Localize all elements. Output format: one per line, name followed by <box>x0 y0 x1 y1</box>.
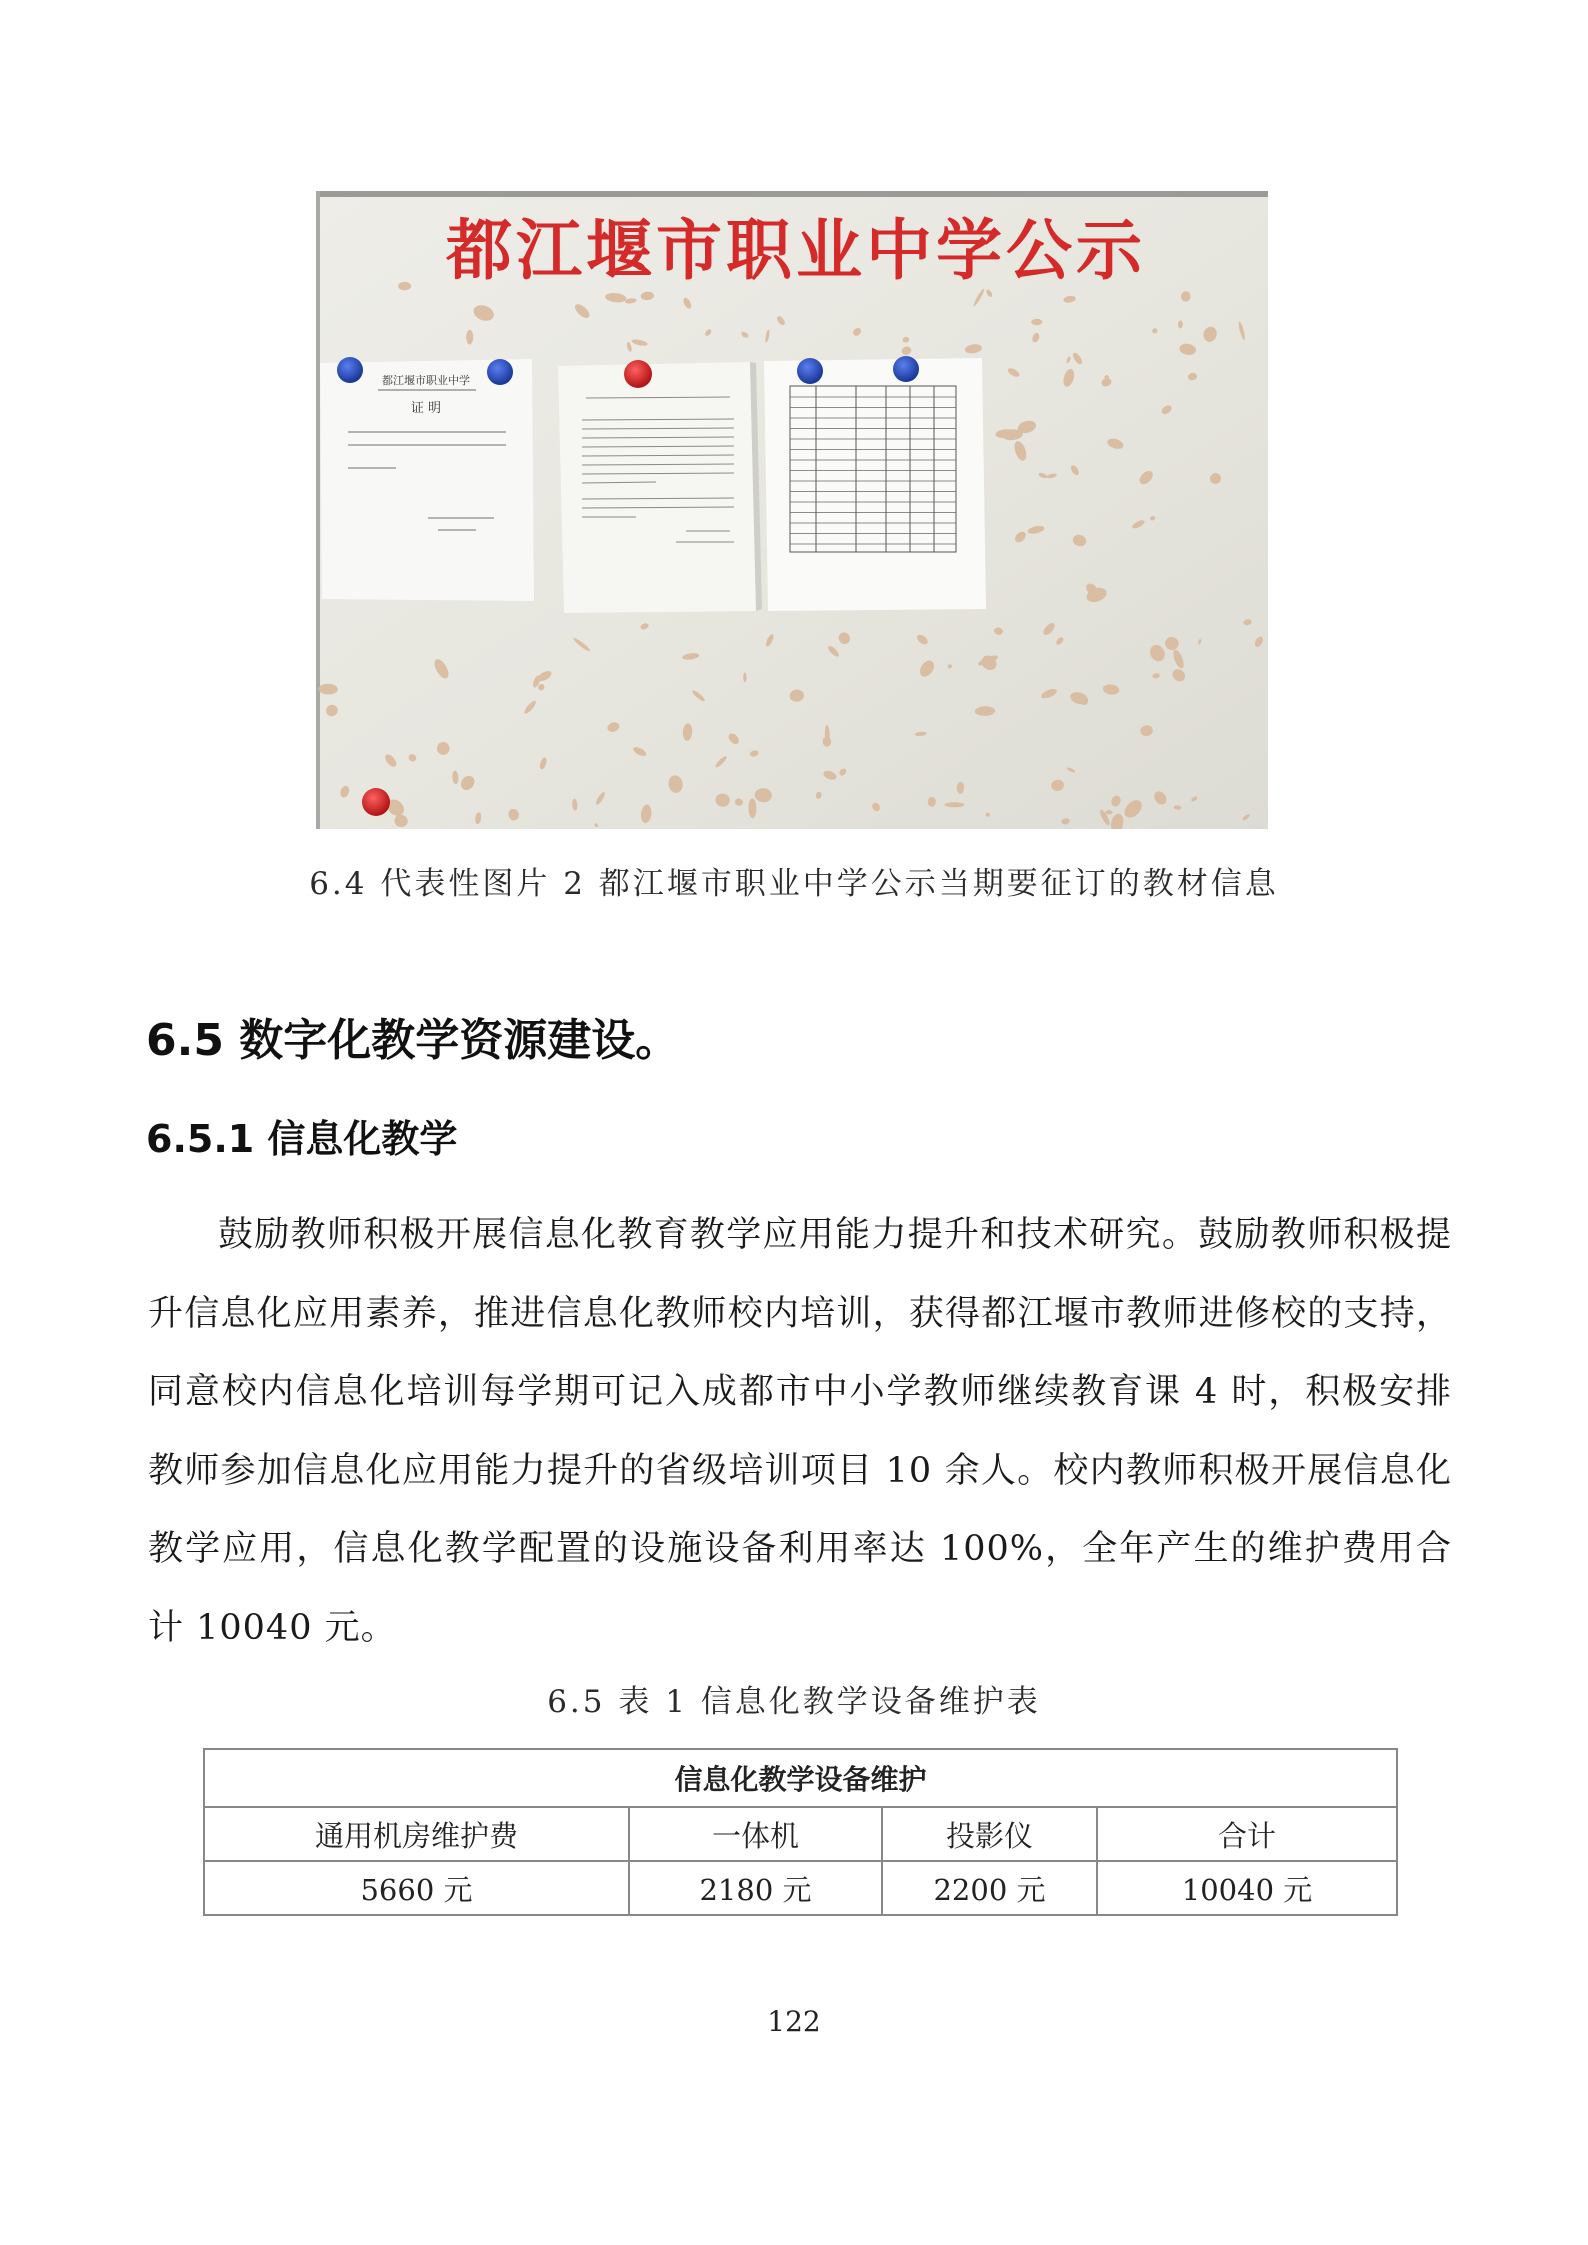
figure-caption: 6.4 代表性图片 2 都江堰市职业中学公示当期要征订的教材信息 <box>309 866 1279 902</box>
header-all-in-one: 一体机 <box>629 1807 882 1861</box>
board-title: 都江堰市职业中学公示 <box>446 212 1146 289</box>
notice-right <box>764 358 986 611</box>
header-total: 合计 <box>1097 1807 1397 1861</box>
body-paragraph: 鼓励教师积极开展信息化教育教学应用能力提升和技术研究。鼓励教师积极提升信息化应用素养，推进信息化教师校内培训，获得都江堰市教师进修校的支持，同意校内信息化培训每学期可记入成都市中小学教师继续教育课 4 时，积极安排教师参加信息化应用能力提升的省级培训项目 10 余人。校内教师积极开展信息化教学应用，信息化教学配置的设施设备利用率达 100%，全年产生的维护费用合计 10040 元。 <box>148 1215 1452 1648</box>
value-lab-maintenance: 5660 元 <box>204 1861 629 1915</box>
maintenance-table <box>203 1748 1398 1916</box>
bulletin-board-image <box>316 191 1268 829</box>
table-row <box>204 1861 1397 1915</box>
notice-left <box>320 359 534 601</box>
value-total: 10040 元 <box>1097 1861 1397 1915</box>
table-caption: 6.5 表 1 信息化教学设备维护表 <box>547 1684 1041 1720</box>
value-all-in-one: 2180 元 <box>629 1861 882 1915</box>
table-header-row <box>204 1807 1397 1861</box>
notice-left-org: 都江堰市职业中学 <box>382 374 470 387</box>
section-heading: 6.5 数字化教学资源建设。 <box>146 1015 680 1066</box>
subsection-heading: 6.5.1 信息化教学 <box>146 1117 458 1161</box>
table-title-row <box>204 1749 1397 1807</box>
bulletin-board-photo <box>316 191 1268 829</box>
page-number: 122 <box>767 2005 821 2038</box>
notice-middle <box>558 362 762 613</box>
table-title: 信息化教学设备维护 <box>204 1749 1397 1807</box>
header-projector: 投影仪 <box>882 1807 1097 1861</box>
value-projector: 2200 元 <box>882 1861 1097 1915</box>
notice-left-title: 证 明 <box>410 401 442 416</box>
header-lab-maintenance: 通用机房维护费 <box>204 1807 629 1861</box>
